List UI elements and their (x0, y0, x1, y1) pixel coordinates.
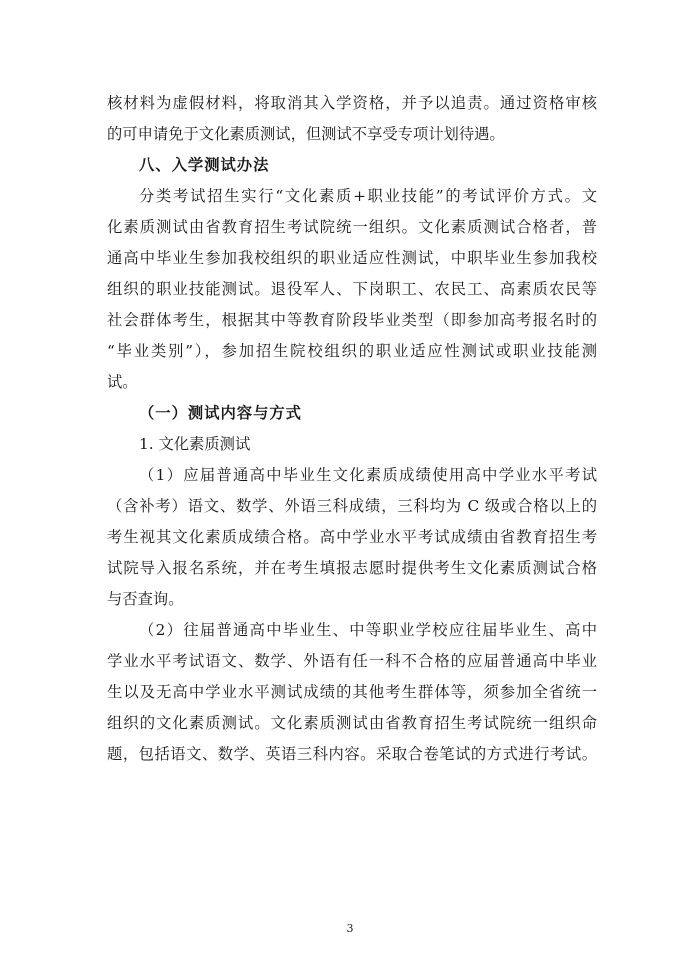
text-line: 考生视其文化素质成绩合格。高中学业水平考试成绩由省教育招生考 (107, 528, 597, 546)
text-line: （含补考）语文、数学、外语三科成绩，三科均为 C 级或合格以上的 (107, 497, 597, 515)
text-line: 试。 (107, 373, 138, 391)
item-heading: 1. 文化素质测试 (139, 435, 251, 453)
text-line: 核材料为虚假材料，将取消其入学资格，并予以追责。通过资格审核 (107, 94, 597, 112)
text-line: （1）应届普通高中毕业生文化素质成绩使用高中学业水平考试 (139, 466, 597, 484)
text-line: 化素质测试由省教育招生考试院统一组织。文化素质测试合格者，普 (107, 218, 597, 236)
document-body (107, 88, 597, 770)
text-line: （2）往届普通高中毕业生、中等职业学校应往届毕业生、高中 (139, 621, 597, 639)
text-line: 学业水平考试语文、数学、外语有任一科不合格的应届普通高中毕业 (107, 652, 597, 670)
text-line: 的可申请免于文化素质测试，但测试不享受专项计划待遇。 (107, 125, 505, 143)
text-line: 分类考试招生实行“文化素质+职业技能”的考试评价方式。文 (139, 187, 597, 205)
text-line: 生以及无高中学业水平测试成绩的其他考生群体等，须参加全省统一 (107, 683, 597, 701)
text-line: 组织的文化素质测试。文化素质测试由省教育招生考试院统一组织命 (107, 714, 597, 732)
text-line: 组织的职业技能测试。退役军人、下岗职工、农民工、高素质农民等 (107, 280, 597, 298)
text-line: 题，包括语文、数学、英语三科内容。采取合卷笔试的方式进行考试。 (107, 745, 597, 763)
subsection-heading: （一）测试内容与方式 (139, 404, 302, 422)
section-heading: 八、入学测试办法 (139, 156, 270, 174)
text-line: 通高中毕业生参加我校组织的职业适应性测试，中职毕业生参加我校 (107, 249, 597, 267)
text-line: 与否查询。 (107, 590, 184, 608)
text-line: 社会群体考生，根据其中等教育阶段毕业类型（即参加高考报名时的 (107, 311, 597, 329)
text-line: “毕业类别”），参加招生院校组织的职业适应性测试或职业技能测 (107, 342, 597, 360)
text-line: 试院导入报名系统，并在考生填报志愿时提供考生文化素质测试合格 (107, 559, 597, 577)
page-number: 3 (346, 922, 354, 935)
